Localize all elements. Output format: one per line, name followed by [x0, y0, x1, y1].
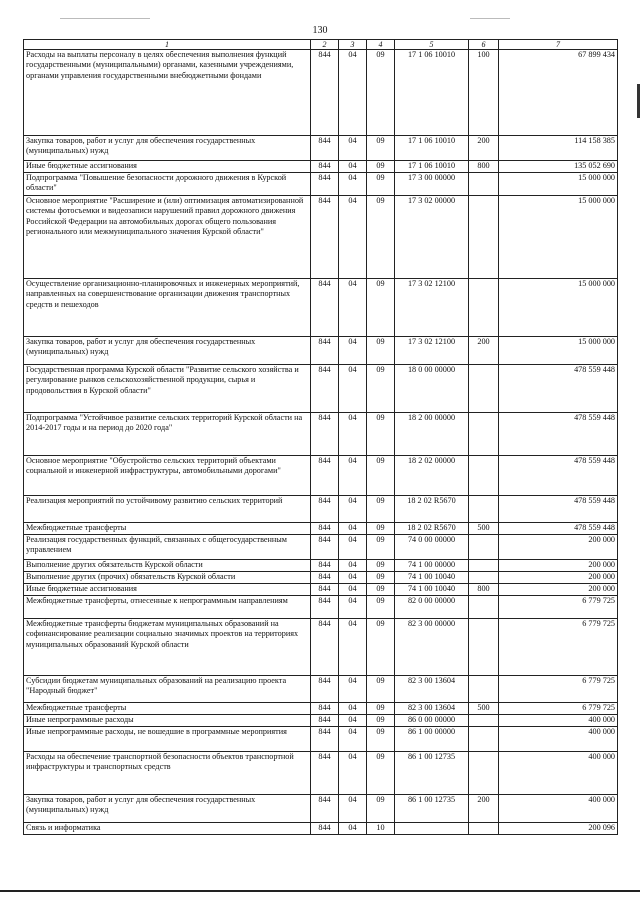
- expense-type-code: [469, 496, 499, 523]
- section-code: 04: [339, 703, 367, 715]
- column-header: 4: [367, 40, 395, 50]
- section-code: 04: [339, 136, 367, 161]
- table-row: [24, 523, 618, 535]
- expense-type-code: 100: [469, 50, 499, 136]
- table-row: [24, 715, 618, 727]
- target-article-code: 17 3 00 00000: [395, 173, 469, 196]
- subsection-code: 09: [367, 136, 395, 161]
- table-row: [24, 823, 618, 835]
- table-row: [24, 596, 618, 619]
- expense-name: Закупка товаров, работ и услуг для обеспечения государственных (муниципальных) нужд: [24, 337, 311, 365]
- ministry-code: 844: [311, 795, 339, 823]
- subsection-code: 09: [367, 173, 395, 196]
- subsection-code: 09: [367, 161, 395, 173]
- table-row: [24, 173, 618, 196]
- amount: 6 779 725: [499, 596, 618, 619]
- amount: 200 000: [499, 560, 618, 572]
- amount: 200 000: [499, 584, 618, 596]
- section-code: 04: [339, 365, 367, 413]
- section-code: 04: [339, 496, 367, 523]
- target-article-code: 18 2 00 00000: [395, 413, 469, 456]
- section-code: 04: [339, 823, 367, 835]
- expense-name: Реализация мероприятий по устойчивому развитию сельских территорий: [24, 496, 311, 523]
- ministry-code: 844: [311, 572, 339, 584]
- section-code: 04: [339, 715, 367, 727]
- amount: 114 158 385: [499, 136, 618, 161]
- page-number: 130: [312, 25, 328, 36]
- ministry-code: 844: [311, 365, 339, 413]
- expense-type-code: 800: [469, 584, 499, 596]
- section-code: 04: [339, 337, 367, 365]
- target-article-code: 86 1 00 00000: [395, 727, 469, 752]
- target-article-code: [395, 823, 469, 835]
- section-code: 04: [339, 795, 367, 823]
- ministry-code: 844: [311, 676, 339, 703]
- subsection-code: 09: [367, 456, 395, 496]
- section-code: 04: [339, 752, 367, 795]
- subsection-code: 09: [367, 413, 395, 456]
- expense-type-code: [469, 572, 499, 584]
- table-row: [24, 752, 618, 795]
- expense-name: Межбюджетные трансферты: [24, 703, 311, 715]
- expense-name: Иные бюджетные ассигнования: [24, 584, 311, 596]
- subsection-code: 09: [367, 535, 395, 560]
- subsection-code: 09: [367, 560, 395, 572]
- ministry-code: 844: [311, 535, 339, 560]
- expense-name: Осуществление организационно-планировочных и инженерных мероприятий, направленных на совершенствование организации движения транспортных средств и пешеходов: [24, 279, 311, 337]
- expense-type-code: [469, 196, 499, 279]
- expense-name: Расходы на обеспечение транспортной безопасности объектов транспортной инфраструктуры и транспортных средств: [24, 752, 311, 795]
- ministry-code: 844: [311, 136, 339, 161]
- expense-name: Государственная программа Курской области "Развитие сельского хозяйства и регулирование рынков сельскохозяйственной продукции, сырья и продовольствия в Курской области": [24, 365, 311, 413]
- amount: 67 899 434: [499, 50, 618, 136]
- table-row: [24, 496, 618, 523]
- amount: 400 000: [499, 727, 618, 752]
- expense-name: Закупка товаров, работ и услуг для обеспечения государственных (муниципальных) нужд: [24, 136, 311, 161]
- ministry-code: 844: [311, 596, 339, 619]
- column-header: 3: [339, 40, 367, 50]
- ministry-code: 844: [311, 560, 339, 572]
- ministry-code: 844: [311, 752, 339, 795]
- table-header-row: [24, 40, 618, 50]
- expense-name: Закупка товаров, работ и услуг для обеспечения государственных (муниципальных) нужд: [24, 795, 311, 823]
- expense-type-code: [469, 413, 499, 456]
- subsection-code: 09: [367, 50, 395, 136]
- target-article-code: 86 1 00 12735: [395, 795, 469, 823]
- table-row: [24, 279, 618, 337]
- expense-type-code: 500: [469, 523, 499, 535]
- target-article-code: 74 1 00 10040: [395, 572, 469, 584]
- expense-type-code: 500: [469, 703, 499, 715]
- ministry-code: 844: [311, 161, 339, 173]
- table-row: [24, 619, 618, 676]
- expense-type-code: [469, 619, 499, 676]
- table-row: [24, 456, 618, 496]
- section-code: 04: [339, 196, 367, 279]
- expense-type-code: [469, 279, 499, 337]
- ministry-code: 844: [311, 496, 339, 523]
- ministry-code: 844: [311, 619, 339, 676]
- expense-type-code: [469, 676, 499, 703]
- table-row: [24, 572, 618, 584]
- subsection-code: 09: [367, 715, 395, 727]
- ministry-code: 844: [311, 413, 339, 456]
- expense-name: Основное мероприятие "Расширение и (или) оптимизация автоматизированной системы фотосъемки и видеозаписи нарушений правил дорожного движения Российской Федерации на автомобильных дорогах общего пользования регионального или межмуниципального значения Курской области": [24, 196, 311, 279]
- amount: 400 000: [499, 752, 618, 795]
- subsection-code: 09: [367, 752, 395, 795]
- target-article-code: 18 2 02 00000: [395, 456, 469, 496]
- expense-name: Связь и информатика: [24, 823, 311, 835]
- table-row: [24, 535, 618, 560]
- amount: 6 779 725: [499, 676, 618, 703]
- expense-type-code: 200: [469, 136, 499, 161]
- target-article-code: 17 1 06 10010: [395, 136, 469, 161]
- expense-type-code: [469, 596, 499, 619]
- section-code: 04: [339, 173, 367, 196]
- table-row: [24, 560, 618, 572]
- amount: 478 559 448: [499, 496, 618, 523]
- target-article-code: 18 2 02 R5670: [395, 496, 469, 523]
- section-code: 04: [339, 456, 367, 496]
- expense-name: Выполнение других (прочих) обязательств Курской области: [24, 572, 311, 584]
- section-code: 04: [339, 676, 367, 703]
- amount: 6 779 725: [499, 703, 618, 715]
- table-row: [24, 50, 618, 136]
- expense-type-code: [469, 365, 499, 413]
- ministry-code: 844: [311, 584, 339, 596]
- target-article-code: 17 3 02 12100: [395, 337, 469, 365]
- table-row: [24, 136, 618, 161]
- table-row: [24, 413, 618, 456]
- scan-speck: [470, 18, 510, 19]
- subsection-code: 09: [367, 584, 395, 596]
- table-row: [24, 703, 618, 715]
- table-row: [24, 676, 618, 703]
- section-code: 04: [339, 560, 367, 572]
- expense-name: Иные непрограммные расходы, не вошедшие в программные мероприятия: [24, 727, 311, 752]
- subsection-code: 09: [367, 596, 395, 619]
- target-article-code: 82 3 00 00000: [395, 619, 469, 676]
- ministry-code: 844: [311, 523, 339, 535]
- expense-type-code: [469, 560, 499, 572]
- target-article-code: 82 0 00 00000: [395, 596, 469, 619]
- amount: 15 000 000: [499, 279, 618, 337]
- target-article-code: 17 3 02 00000: [395, 196, 469, 279]
- subsection-code: 09: [367, 365, 395, 413]
- target-article-code: 17 1 06 10010: [395, 50, 469, 136]
- ministry-code: 844: [311, 703, 339, 715]
- amount: 15 000 000: [499, 173, 618, 196]
- section-code: 04: [339, 279, 367, 337]
- column-header: 1: [24, 40, 311, 50]
- amount: 135 052 690: [499, 161, 618, 173]
- section-code: 04: [339, 535, 367, 560]
- amount: 400 000: [499, 715, 618, 727]
- target-article-code: 17 3 02 12100: [395, 279, 469, 337]
- ministry-code: 844: [311, 173, 339, 196]
- expense-type-code: 800: [469, 161, 499, 173]
- subsection-code: 09: [367, 572, 395, 584]
- amount: 478 559 448: [499, 413, 618, 456]
- target-article-code: 17 1 06 10010: [395, 161, 469, 173]
- column-header: 2: [311, 40, 339, 50]
- subsection-code: 09: [367, 727, 395, 752]
- expense-type-code: 200: [469, 337, 499, 365]
- expense-name: Межбюджетные трансферты: [24, 523, 311, 535]
- subsection-code: 09: [367, 523, 395, 535]
- expense-type-code: [469, 715, 499, 727]
- expense-type-code: [469, 752, 499, 795]
- amount: 15 000 000: [499, 337, 618, 365]
- subsection-code: 09: [367, 676, 395, 703]
- expense-type-code: [469, 727, 499, 752]
- section-code: 04: [339, 413, 367, 456]
- amount: 478 559 448: [499, 365, 618, 413]
- section-code: 04: [339, 161, 367, 173]
- section-code: 04: [339, 596, 367, 619]
- expense-name: Выполнение других обязательств Курской области: [24, 560, 311, 572]
- ministry-code: 844: [311, 337, 339, 365]
- expense-type-code: 200: [469, 795, 499, 823]
- target-article-code: 86 0 00 00000: [395, 715, 469, 727]
- subsection-code: 10: [367, 823, 395, 835]
- ministry-code: 844: [311, 727, 339, 752]
- section-code: 04: [339, 523, 367, 535]
- subsection-code: 09: [367, 703, 395, 715]
- expense-type-code: [469, 173, 499, 196]
- table-row: [24, 795, 618, 823]
- ministry-code: 844: [311, 715, 339, 727]
- expense-name: Подпрограмма "Устойчивое развитие сельских территорий Курской области на 2014-2017 годы и на период до 2020 года": [24, 413, 311, 456]
- expense-name: Межбюджетные трансферты бюджетам муниципальных образований на софинансирование реализации социально значимых проектов на территориях муниципальных образований Курской области: [24, 619, 311, 676]
- target-article-code: 82 3 00 13604: [395, 703, 469, 715]
- expense-name: Межбюджетные трансферты, отнесенные к непрограммным направлениям: [24, 596, 311, 619]
- ministry-code: 844: [311, 823, 339, 835]
- table-row: [24, 365, 618, 413]
- amount: 6 779 725: [499, 619, 618, 676]
- section-code: 04: [339, 619, 367, 676]
- subsection-code: 09: [367, 196, 395, 279]
- expense-name: Подпрограмма "Повышение безопасности дорожного движения в Курской области": [24, 173, 311, 196]
- expense-type-code: [469, 456, 499, 496]
- table-row: [24, 584, 618, 596]
- expense-type-code: [469, 535, 499, 560]
- subsection-code: 09: [367, 337, 395, 365]
- amount: 200 000: [499, 535, 618, 560]
- column-header: 5: [395, 40, 469, 50]
- target-article-code: 82 3 00 13604: [395, 676, 469, 703]
- table-row: [24, 161, 618, 173]
- amount: 15 000 000: [499, 196, 618, 279]
- target-article-code: 74 0 00 00000: [395, 535, 469, 560]
- target-article-code: 18 2 02 R5670: [395, 523, 469, 535]
- budget-table: [23, 39, 618, 835]
- amount: 200 000: [499, 572, 618, 584]
- scan-speck: [60, 18, 150, 19]
- expense-name: Расходы на выплаты персоналу в целях обеспечения выполнения функций государственными (муниципальными) органами, казенными учреждениями, органами управления государственными внебюджетными фондами: [24, 50, 311, 136]
- target-article-code: 74 1 00 00000: [395, 560, 469, 572]
- ministry-code: 844: [311, 196, 339, 279]
- expense-type-code: [469, 823, 499, 835]
- expense-name: Иные непрограммные расходы: [24, 715, 311, 727]
- ministry-code: 844: [311, 456, 339, 496]
- amount: 200 096: [499, 823, 618, 835]
- column-header: 6: [469, 40, 499, 50]
- target-article-code: 18 0 00 00000: [395, 365, 469, 413]
- table-row: [24, 337, 618, 365]
- target-article-code: 86 1 00 12735: [395, 752, 469, 795]
- subsection-code: 09: [367, 279, 395, 337]
- expense-name: Реализация государственных функций, связанных с общегосударственным управлением: [24, 535, 311, 560]
- scan-bottom-line: [0, 890, 640, 892]
- expense-name: Основное мероприятие "Обустройство сельских территорий объектами социальной и инженерной инфраструктуры, автомобильными дорогами": [24, 456, 311, 496]
- expense-name: Субсидии бюджетам муниципальных образований на реализацию проекта "Народный бюджет": [24, 676, 311, 703]
- amount: 478 559 448: [499, 456, 618, 496]
- ministry-code: 844: [311, 279, 339, 337]
- subsection-code: 09: [367, 496, 395, 523]
- amount: 400 000: [499, 795, 618, 823]
- subsection-code: 09: [367, 619, 395, 676]
- section-code: 04: [339, 50, 367, 136]
- ministry-code: 844: [311, 50, 339, 136]
- section-code: 04: [339, 727, 367, 752]
- target-article-code: 74 1 00 10040: [395, 584, 469, 596]
- table-row: [24, 727, 618, 752]
- section-code: 04: [339, 584, 367, 596]
- column-header: 7: [499, 40, 618, 50]
- table-row: [24, 196, 618, 279]
- amount: 478 559 448: [499, 523, 618, 535]
- subsection-code: 09: [367, 795, 395, 823]
- section-code: 04: [339, 572, 367, 584]
- expense-name: Иные бюджетные ассигнования: [24, 161, 311, 173]
